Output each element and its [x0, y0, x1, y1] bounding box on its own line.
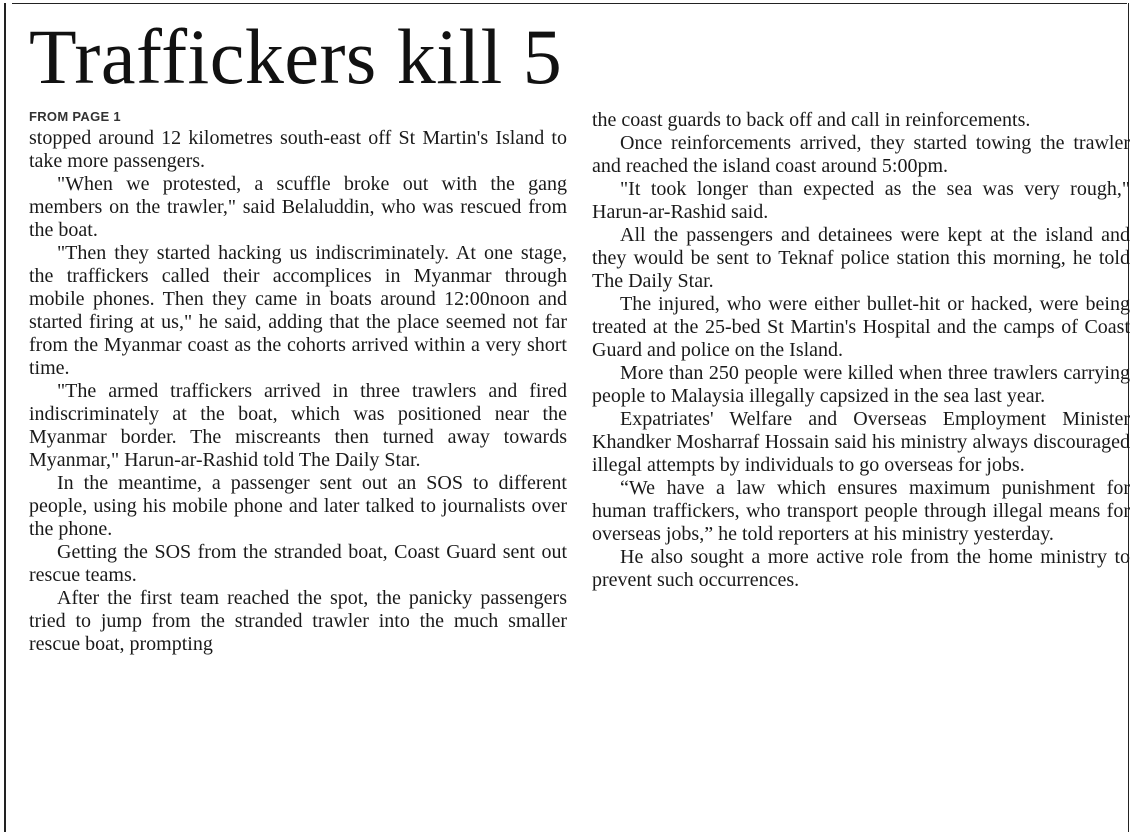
paragraph: stopped around 12 kilometres south-east off St Martin's Island to take more passengers.: [29, 127, 567, 172]
paragraph: “We have a law which ensures maximum punishment for human traffickers, who transport people through illegal means for overseas jobs,” he told reporters at his ministry yesterday.: [592, 477, 1130, 545]
paragraph: More than 250 people were killed when three trawlers carrying people to Malaysia illegally capsized in the sea last year.: [592, 362, 1130, 407]
paragraph: In the meantime, a passenger sent out an SOS to different people, using his mobile phone and later talked to journalists over the phone.: [29, 472, 567, 540]
paragraph: The injured, who were either bullet-hit or hacked, were being treated at the 25-bed St Martin's Hospital and the camps of Coast Guard and police on the Island.: [592, 293, 1130, 361]
paragraph: "When we protested, a scuffle broke out with the gang members on the trawler," said Belaluddin, who was rescued from the boat.: [29, 173, 567, 241]
left-rule: [4, 3, 6, 832]
paragraph: "It took longer than expected as the sea was very rough," Harun-ar-Rashid said.: [592, 178, 1130, 223]
paragraph: Once reinforcements arrived, they started towing the trawler and reached the island coast around 5:00pm.: [592, 132, 1130, 177]
paragraph: After the first team reached the spot, the panicky passengers tried to jump from the stranded trawler into the much smaller rescue boat, prompting: [29, 587, 567, 655]
paragraph: He also sought a more active role from the home ministry to prevent such occurrences.: [592, 546, 1130, 591]
paragraph: the coast guards to back off and call in reinforcements.: [592, 109, 1031, 131]
paragraph: All the passengers and detainees were kept at the island and they would be sent to Teknaf police station this morning, he told The Daily Star.: [592, 224, 1130, 292]
paragraph: Expatriates' Welfare and Overseas Employment Minister Khandker Mosharraf Hossain said his ministry always discouraged illegal attempts by individuals to go overseas for jobs.: [592, 408, 1130, 476]
article-column-right: [592, 109, 1130, 592]
top-rule: [12, 3, 1127, 4]
paragraph: "The armed traffickers arrived in three trawlers and fired indiscriminately at the boat, which was positioned near the Myanmar border. The miscreants then turned away towards Myanmar," Harun-ar-Rashid told The Daily Star.: [29, 380, 567, 471]
paragraph: Getting the SOS from the stranded boat, Coast Guard sent out rescue teams.: [29, 541, 567, 586]
headline: Traffickers kill 5: [29, 13, 563, 100]
kicker-from-page: FROM PAGE 1: [29, 109, 121, 124]
paragraph: "Then they started hacking us indiscriminately. At one stage, the traffickers called their accomplices in Myanmar through mobile phones. Then they came in boats around 12:00noon and started firing at us," he said, adding that the place seemed not far from the Myanmar coast as the cohorts arrived within a very short time.: [29, 242, 567, 379]
article-column-left: [29, 107, 567, 656]
